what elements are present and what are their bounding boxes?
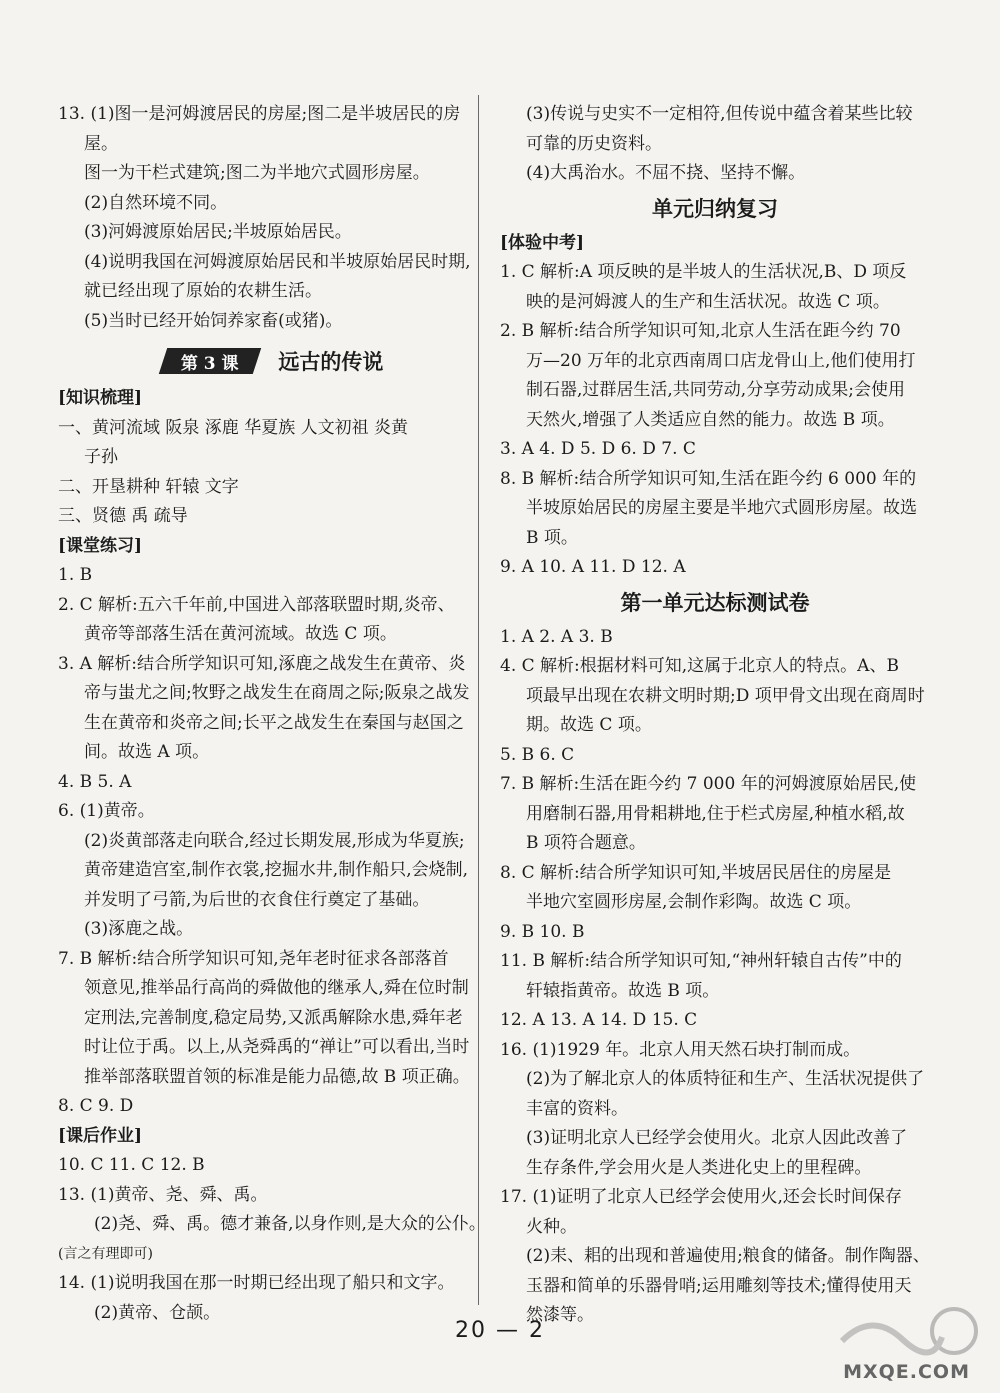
answer-line: 17. (1)证明了北京人已经学会使用火,还会长时间保存 [500, 1187, 902, 1207]
answer-line: (2)尧、舜、禹。德才兼备,以身作则,是大众的公仆。 [94, 1214, 486, 1234]
answer-line: 轩辕指黄帝。故选 B 项。 [526, 980, 720, 1001]
lesson-title: 远古的传说 [278, 349, 384, 374]
answer-note: (言之有理即可) [58, 1245, 153, 1262]
answer-line: 帝与蚩尤之间;牧野之战发生在商周之际;阪泉之战发 [84, 683, 470, 703]
answer-line: 天然火,增强了人类适应自然的能力。故选 B 项。 [526, 409, 895, 430]
answer-line: 半地穴室圆形房屋,会制作彩陶。故选 C 项。 [526, 892, 862, 912]
answer-line: 项最早出现在农耕文明时期;D 项甲骨文出现在商周时 [526, 685, 925, 706]
answer-line: 4. C 解析:根据材料可知,这属于北京人的特点。A、B [500, 656, 899, 676]
answer-line: 12. A 13. A 14. D 15. C [500, 1010, 698, 1030]
answer-line: 8. B 解析:结合所学知识可知,生活在距今约 6 000 年的 [500, 468, 917, 489]
answer-line: 万—20 万年的北京西南周口店龙骨山上,他们使用打 [526, 350, 916, 371]
answer-line: 6. (1)黄帝。 [58, 801, 155, 821]
answer-line: 16. (1)1929 年。北京人用天然石块打制而成。 [500, 1039, 861, 1060]
section-heading-exam: [体验中考] [500, 232, 585, 253]
answer-line: 一、黄河流域 阪泉 涿鹿 华夏族 人文初祖 炎黄 [58, 417, 409, 438]
answer-line: 5. B 6. C [500, 744, 575, 765]
answer-line: 11. B 解析:结合所学知识可知,“神州轩辕自古传”中的 [500, 951, 902, 971]
answer-line: 生存条件,学会用火是人类进化史上的里程碑。 [526, 1157, 872, 1178]
left-column [58, 100, 488, 1328]
answer-line: 用磨制石器,用骨耜耕地,住于栏式房屋,种植水稻,故 [526, 803, 905, 824]
answer-line: 定刑法,完善制度,稳定局势,又派禹解除水患,舜年老 [84, 1007, 463, 1028]
answer-line: 1. C 解析:A 项反映的是半坡人的生活状况,B、D 项反 [500, 262, 907, 282]
answer-line: 10. C 11. C 12. B [58, 1155, 205, 1175]
watermark-text: MXQE.COM [843, 1361, 970, 1383]
answer-line: 玉器和简单的乐器骨哨;运用雕刻等技术;懂得使用天 [526, 1275, 912, 1296]
unit-test-title: 第一单元达标测试卷 [620, 589, 810, 615]
lesson-header [58, 342, 488, 380]
answer-line: 9. A 10. A 11. D 12. A [500, 557, 686, 577]
answer-line: 映的是河姆渡人的生产和生活状况。故选 C 项。 [526, 291, 890, 312]
answer-line: 图一为干栏式建筑;图二为半地穴式圆形房屋。 [84, 163, 430, 183]
answer-line: (2)自然环境不同。 [84, 192, 228, 213]
answer-line: 二、开垦耕种 轩辕 文字 [58, 476, 239, 497]
answer-line: 黄帝等部落生活在黄河流域。故选 C 项。 [84, 624, 397, 644]
answer-line: (3)涿鹿之战。 [84, 919, 194, 939]
answer-line: 期。故选 C 项。 [526, 715, 652, 735]
answer-line: 半坡原始居民的房屋主要是半地穴式圆形房屋。故选 [526, 498, 917, 518]
answer-line: (2)耒、耜的出现和普遍使用;粮食的储备。制作陶器、 [526, 1246, 930, 1266]
answer-line: 三、贤德 禹 疏导 [58, 506, 188, 526]
answer-line: 领意见,推举品行高尚的舜做他的继承人,舜在位时制 [84, 978, 469, 998]
answer-line: 可靠的历史资料。 [526, 133, 662, 154]
section-heading-homework: [课后作业] [58, 1125, 143, 1146]
answer-line: 生在黄帝和炎帝之间;长平之战发生在秦国与赵国之 [84, 712, 464, 733]
answer-line: (2)黄帝、仓颉。 [94, 1302, 221, 1323]
answer-line: 14. (1)说明我国在那一时期已经出现了船只和文字。 [58, 1273, 455, 1293]
section-heading-classwork: [课堂练习] [58, 535, 143, 556]
answer-line: 8. C 9. D [58, 1096, 134, 1116]
answer-line: 火种。 [526, 1216, 577, 1237]
answer-line: (3)传说与史实不一定相符,但传说中蕴含着某些比较 [526, 104, 913, 124]
answer-line: 推举部落联盟首领的标准是能力品德,故 B 项正确。 [84, 1066, 470, 1087]
answer-line: 间。故选 A 项。 [84, 742, 210, 762]
answer-line: (4)说明我国在河姆渡原始居民和半坡原始居民时期, [84, 251, 471, 272]
answer-line: 制石器,过群居生活,共同劳动,分享劳动成果;会使用 [526, 380, 905, 400]
answer-line: 2. C 解析:五六千年前,中国进入部落联盟时期,炎帝、 [58, 594, 455, 615]
unit-review-title: 单元归纳复习 [652, 195, 778, 221]
answer-line: 3. A 4. D 5. D 6. D 7. C [500, 439, 696, 459]
answer-line: 4. B 5. A [58, 771, 132, 792]
answer-line: 2. B 解析:结合所学知识可知,北京人生活在距今约 70 [500, 321, 901, 341]
answer-line: 屋。 [84, 133, 118, 154]
answer-line: 7. B 解析:结合所学知识可知,尧年老时征求各部落首 [58, 948, 449, 969]
answer-line: B 项符合题意。 [526, 833, 646, 853]
answer-line: 时让位于禹。以上,从尧舜禹的“禅让”可以看出,当时 [84, 1037, 470, 1057]
page-number: 20 — 2 [455, 1318, 545, 1343]
answer-line: (4)大禹治水。不屈不挠、坚持不懈。 [526, 163, 806, 183]
answer-line: 就已经出现了原始的农耕生活。 [84, 281, 322, 301]
lesson-badge: 第 3 课 [158, 348, 260, 374]
right-column [500, 100, 930, 1331]
answer-line: B 项。 [526, 527, 578, 548]
answer-line: 8. C 解析:结合所学知识可知,半坡居民居住的房屋是 [500, 862, 892, 883]
answer-line: 黄帝建造宫室,制作衣裳,挖掘水井,制作船只,会烧制, [84, 860, 469, 880]
section-heading-knowledge: [知识梳理] [58, 388, 143, 408]
answer-line: 7. B 解析:生活在距今约 7 000 年的河姆渡原始居民,使 [500, 774, 917, 794]
answer-line: (3)证明北京人已经学会使用火。北京人因此改善了 [526, 1128, 908, 1148]
answer-line: 丰富的资料。 [526, 1098, 628, 1119]
answer-line: (3)河姆渡原始居民;半坡原始居民。 [84, 222, 352, 242]
answer-line: 子孙 [84, 447, 118, 467]
answer-line: 3. A 解析:结合所学知识可知,涿鹿之战发生在黄帝、炎 [58, 653, 466, 674]
answer-line: 然漆等。 [526, 1305, 594, 1325]
answer-line: (2)炎黄部落走向联合,经过长期发展,形成为华夏族; [84, 830, 465, 851]
answer-line: 9. B 10. B [500, 921, 585, 942]
answer-line: 13. (1)图一是河姆渡居民的房屋;图二是半坡居民的房 [58, 104, 461, 124]
answer-line: (2)为了解北京人的体质特征和生产、生活状况提供了 [526, 1069, 925, 1089]
answer-line: 1. A 2. A 3. B [500, 626, 613, 647]
answer-line: 并发明了弓箭,为后世的衣食住行奠定了基础。 [84, 889, 430, 910]
answer-line: 13. (1)黄帝、尧、舜、禹。 [58, 1184, 268, 1205]
answer-line: (5)当时已经开始饲养家畜(或猪)。 [84, 310, 343, 331]
answer-line: 1. B [58, 565, 93, 585]
